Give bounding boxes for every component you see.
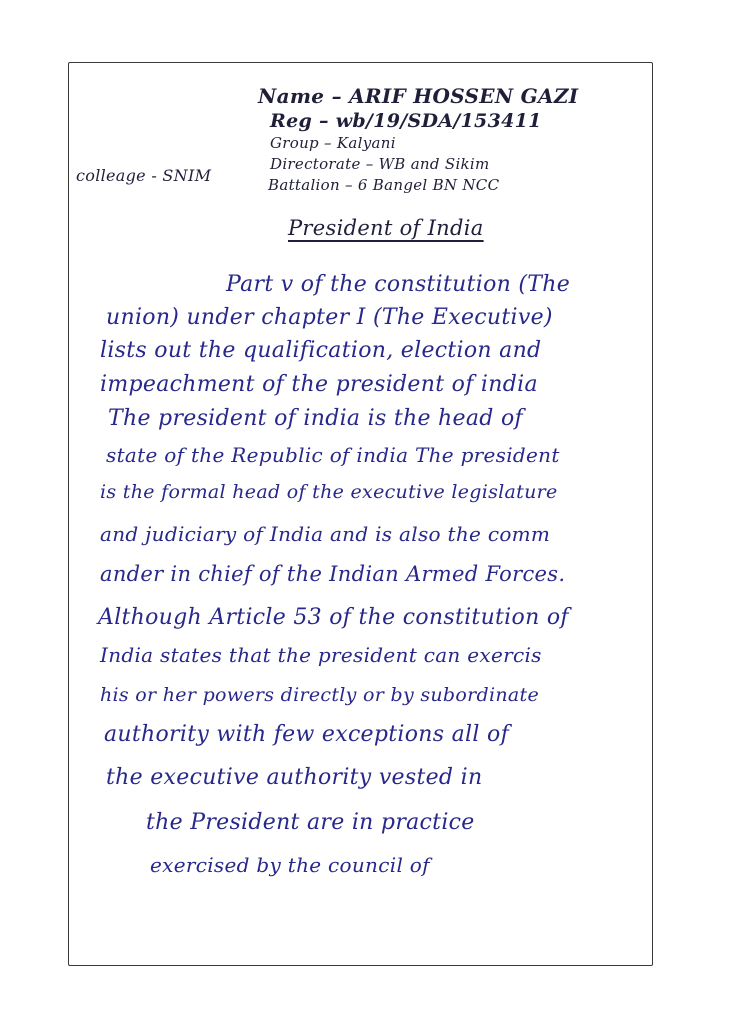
body-line: union) under chapter I (The Executive) [106,305,553,330]
battalion-field: Battalion – 6 Bangel BN NCC [268,176,500,194]
body-line: and judiciary of India and is also the comm [100,522,551,546]
body-line: The president of india is the head of [108,406,523,431]
body-line: the President are in practice [146,810,475,835]
body-line: impeachment of the president of india [100,372,538,397]
page-title: President of India [288,216,484,240]
group-field: Group – Kalyani [270,134,396,152]
directorate-field: Directorate – WB and Sikim [270,155,490,173]
body-line: is the formal head of the executive legislature [100,481,558,503]
body-line: the executive authority vested in [106,765,483,790]
registration-number: Reg – wb/19/SDA/153411 [270,110,542,132]
college-field: colleage - SNIM [76,166,212,185]
body-line: his or her powers directly or by subordinate [100,684,539,706]
body-line: authority with few exceptions all of [104,722,510,747]
body-line: Although Article 53 of the constitution of [98,605,569,630]
body-line: exercised by the council of [150,853,430,877]
body-line: state of the Republic of india The president [106,443,560,467]
student-name: Name – ARIF HOSSEN GAZI [258,84,579,108]
body-line: lists out the qualification, election and [100,338,542,363]
body-line: ander in chief of the Indian Armed Forces. [100,562,566,586]
body-line: Part v of the constitution (The [226,272,571,297]
body-line: India states that the president can exercis [100,643,542,667]
